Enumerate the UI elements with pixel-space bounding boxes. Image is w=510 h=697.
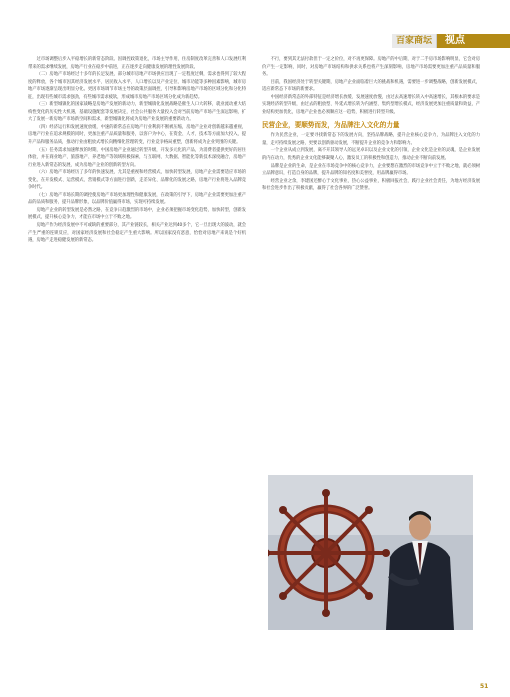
left-text-column: [28, 56, 246, 245]
brand-label: 百家商坛: [392, 34, 437, 48]
paragraph: 过市场调整后步入平稳增长的新常态阶段。因调控政策退化，市场主导作用，住房制度改革完善和人口发展红利带来的需求继续发展，房地产行业在稳步中前进，正在逐步走向健康发展的理性发展阶段。: [28, 57, 246, 70]
paragraph: 房地产企业的转型发展是必然之路，在竞争日趋激烈的市场中，企业必须把握市场变化趋势，加快转型，创新发展模式，提升核心竞争力，才能在市场中立于不败之地。: [28, 207, 246, 221]
paragraph: （二）房地产市场经过十多年的长足发展，部分城市房地产市场供应出现了一定程度过剩，需求也得到了较大程度的释放，各个城市因其经济发展水平、居民收入水平、人口增长以及产业定位、城市功能等多种因素影响，城市房地产市场逐渐呈现出明显分化。更因市场调节市场主导的政策层面调控，引导和影响房地产市场的区域分化和分化特征，出现有些城市需求强劲，有些城市需求疲软，形成城市房地产市场区域分化成为新趋势。: [28, 72, 246, 100]
paragraph: （七）房地产市场长期的调控使房地产市场更加理性和健康发展，在政策的引导下，房地产企业需要更加注重产品的品质和服务，提升品牌形象，以品牌价值赢得市场，实现可持续发展。: [28, 192, 246, 206]
paragraph: 一个企业从成立到发展，离不开其领导人的远见卓识以及企业文化的引领，企业文化是企业的灵魂，是企业发展的内在动力，优秀的企业文化能够凝聚人心，激发员工的积极性和创造力，推动企业不断向前发展。: [262, 148, 480, 162]
page-header: [392, 34, 510, 48]
column-tag: 视点: [437, 34, 510, 48]
paragraph: 经营企业之余，李建国还醉心于文化事业，热心公益事业，积极回报社会，践行企业社会责任，为地方经济发展和社会进步作出了积极贡献，赢得了社会各界的广泛赞誉。: [262, 178, 480, 192]
ship-wheel-portrait-illustration: [268, 475, 473, 630]
paragraph: 目前，我国经济处于转型关键期，房地产企业面临着巨大的挑战和机遇，需要进一步调整战略，创新发展模式，适应新常态下市场的新要求。: [262, 79, 480, 93]
paragraph: 中国经济新常态的外部特征是经济增长放缓、发展速度放慢，由过去高速增长转入中高速增长，其根本的要求是实现经济转型升级，由过去的粗放型、外延式增长转为内涵型、集约型增长模式，经济发展更加注重质量和效益，产业结构更加优化，房地产企业也必须顺应这一趋势，积极进行转型升级。: [262, 94, 480, 115]
paragraph: （三）新型城镇化的国家战略是房地产发展的新动力，新型城镇化发展战略是催生人口大转移，就业流动重大结构性变化的历史性大机遇，基础设施配套等发展决定，社会公共服务大量投入会对当前房地产市场产生深远影响，扩大了发展一新房地产市场新空间和需求，新型城镇化将成为房地产业发展的重要新动力。: [28, 102, 246, 123]
portrait-photo: [268, 475, 473, 630]
paragraph: （四）经济运行和发展速度放缓，中速的新常态在房地产行业利润不断被压缩，房地产企业对创新越来越重视，房地产行业在追求规模的同时，更加注重产品质量和服务，以客户为中心，在资金、人才、技术等方面加大投入，提升产品和服务品质，推动行业由粗放式增长向精细化管理转变，行业竞争格局重塑，创新将成为企业突围的关键。: [28, 124, 246, 146]
paragraph: 品牌是企业的生命，是企业在市场竞争中的核心竞争力，企业要想在激烈的市场竞争中立于不败之地，就必须树立品牌意识，打造自身的品牌，提升品牌的知名度和美誉度，用品牌赢得市场。: [262, 163, 480, 177]
right-text-column: [262, 56, 480, 193]
paragraph: （六）房地产市场经历了多年的快速发展，尤其是重视和经营模式，加快转型发展，房地产企业需要适应市场的变化，在开发模式、运营模式、营销模式等方面进行创新，走差异化、品牌化的发展之路，房地产行业将进入品牌竞争时代。: [28, 170, 246, 191]
paragraph: （五）任务需求加速释放的时期，中国房地产企业通过转型升级，开发多元化的产品，为消费者提供更好的居住体验，并在商业地产、旅游地产、养老地产等领域积极探索，与互联网、大数据、智能化等新技术深度融合，房地产行业进入新常态的发展，成为房地产企业的创新转型方向。: [28, 147, 246, 168]
paragraph: 房地产作为经济发展中不可或缺的重要部分，其产业链较长，相关产业达到40多个，它一旦出现大的波动，就会产生严重的连锁反应，对国家经济发展和社会稳定产生重大影响。所以国家没有恶意，恰恰对房地产来说是个好机遇，房地产走进稳健发展的新常态。: [28, 223, 246, 244]
paragraph: 不行，要到其无法付款但于一定之价位，对不再更保障。房地产的中后期，对于二手房市场影响明显，它会对房价产生一定影响，同时，对房地产市场结构和供求关系也将产生深刻影响，房地产市场需要更加注重产品质量和服务。: [262, 57, 480, 78]
paragraph: 作为民营企业，一定要寻找新常态下的发展方向，坚持品牌战略，提升企业核心竞争力，为品牌注入文化的力量，走可持续发展之路，更要以创新驱动发展，不断提升企业的竞争力和影响力。: [262, 133, 480, 146]
section-title: 民营企业，要顺势而发，为品牌注入文化的力量: [262, 121, 400, 130]
page-number: 51: [480, 683, 489, 690]
